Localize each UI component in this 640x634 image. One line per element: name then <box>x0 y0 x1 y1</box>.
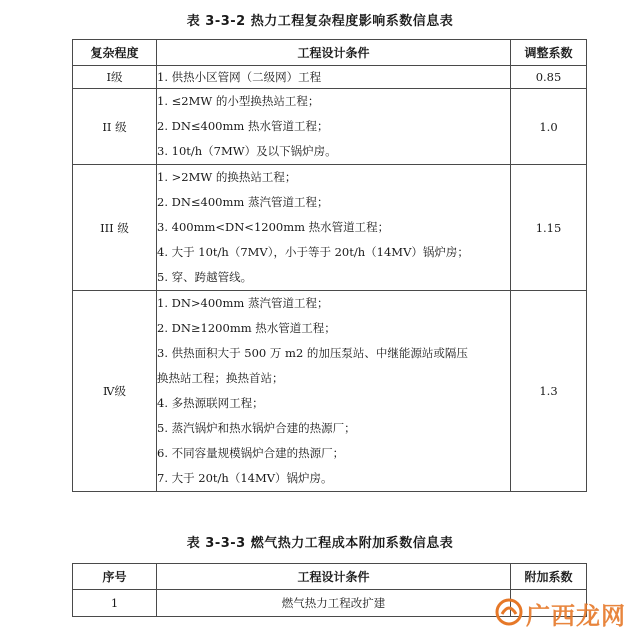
header-complexity: 复杂程度 <box>73 40 157 66</box>
header-coefficient: 调整系数 <box>511 40 587 66</box>
number-cell: 1 <box>73 590 157 617</box>
complexity-coefficient-table <box>72 39 587 492</box>
table-row <box>73 291 587 492</box>
condition-cell: 燃气热力工程改扩建 <box>157 590 511 617</box>
coefficient-cell: 0.85 <box>511 66 587 89</box>
header-number: 序号 <box>73 564 157 590</box>
condition-line: 1. ≤2MW 的小型换热站工程； <box>157 94 320 108</box>
condition-line: 4. 多热源联网工程； <box>157 396 264 410</box>
conditions-cell <box>157 291 511 492</box>
condition-line: 3. 10t/h（7MW）及以下锅炉房。 <box>157 144 337 158</box>
condition-line: 1. >2MW 的换热站工程； <box>157 170 297 184</box>
level-cell: II 级 <box>73 89 157 165</box>
level-cell: Ⅰ级 <box>73 66 157 89</box>
table-row <box>73 89 587 165</box>
table-row <box>73 66 587 89</box>
condition-line: 2. DN≤400mm 热水管道工程； <box>157 119 329 133</box>
table1-caption: 表 3-3-2 热力工程复杂程度影响系数信息表 <box>186 14 454 29</box>
level-cell: III 级 <box>73 165 157 291</box>
header-conditions: 工程设计条件 <box>157 564 511 590</box>
condition-line: 1. DN>400mm 蒸汽管道工程； <box>157 296 329 310</box>
watermark-text: 广西龙网 <box>526 602 626 630</box>
condition-line: 3. 供热面积大于 500 万 m2 的加压泵站、中继能源站或隔压 <box>157 346 468 360</box>
condition-line: 2. DN≥1200mm 热水管道工程； <box>157 321 336 335</box>
header-surcharge: 附加系数 <box>511 564 587 590</box>
condition-line: 6. 不同容量规模锅炉合建的热源厂； <box>157 446 345 460</box>
condition-line: 3. 400mm<DN<1200mm 热水管道工程； <box>157 220 390 234</box>
header-conditions: 工程设计条件 <box>157 40 511 66</box>
level-cell: Ⅳ级 <box>73 291 157 492</box>
table2-caption: 表 3-3-3 燃气热力工程成本附加系数信息表 <box>186 536 454 551</box>
condition-line: 2. DN≤400mm 蒸汽管道工程； <box>157 195 329 209</box>
watermark-logo-icon <box>494 598 524 626</box>
condition-line: 4. 大于 10t/h（7MV），小于等于 20t/h（14MV）锅炉房； <box>157 245 469 259</box>
conditions-cell <box>157 89 511 165</box>
coefficient-cell: 1.3 <box>511 291 587 492</box>
condition-line: 1. 供热小区管网（二级网）工程 <box>157 70 322 84</box>
condition-line: 5. 穿、跨越管线。 <box>157 270 253 284</box>
conditions-cell <box>157 66 511 89</box>
coefficient-cell: 1.0 <box>511 89 587 165</box>
condition-line: 7. 大于 20t/h（14MV）锅炉房。 <box>157 471 333 485</box>
watermark <box>494 596 634 628</box>
table-header-row <box>73 40 587 66</box>
coefficient-cell: 1.15 <box>511 165 587 291</box>
condition-line: 换热站工程；换热首站； <box>157 371 284 385</box>
condition-line: 5. 蒸汽锅炉和热水锅炉合建的热源厂； <box>157 421 356 435</box>
table-header-row <box>73 564 587 590</box>
conditions-cell <box>157 165 511 291</box>
table-row <box>73 165 587 291</box>
